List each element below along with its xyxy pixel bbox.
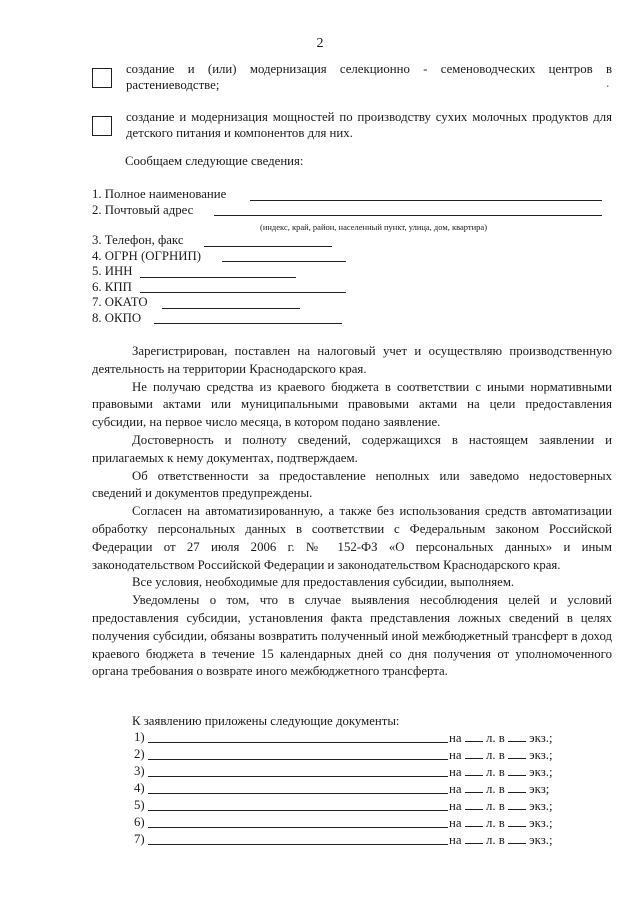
- copies-blank[interactable]: [508, 763, 526, 776]
- field-postal-address[interactable]: [92, 203, 612, 219]
- intro-text: Сообщаем следующие сведения:: [125, 154, 304, 168]
- field-label: 6. КПП: [92, 279, 132, 294]
- field-okato[interactable]: [92, 295, 612, 311]
- attachment-row[interactable]: [92, 763, 612, 780]
- copies-label: экз.;: [529, 731, 553, 745]
- checkbox-label: создание и модернизация мощностей по производству сухих молочных продуктов для детского питания и компонентов для них.: [126, 110, 612, 140]
- copies-blank[interactable]: [508, 780, 526, 793]
- pages-blank[interactable]: [465, 831, 483, 844]
- paragraph: Уведомлены о том, что в случае выявления несоблюдения целей и условий предоставления субсидии, установления факта представления ложных сведений в целях получения субсидии, обязаны возвратить полученный иной межбюджетный трансферт в доход краевого бюджета в течение 15 календарных дней со дня получения от уполномоченного органа требования о возврате иного межбюджетного трансферта.: [92, 593, 612, 679]
- page-number: 2: [316, 36, 324, 51]
- attachment-number: 3): [134, 764, 145, 778]
- copies-label: экз;: [529, 782, 550, 796]
- attachment-number: 2): [134, 747, 145, 761]
- attachment-name-line[interactable]: [148, 776, 448, 777]
- input-line[interactable]: [154, 323, 342, 324]
- attachment-row[interactable]: [92, 797, 612, 814]
- margin-dot: ·: [605, 80, 610, 95]
- input-line[interactable]: [162, 308, 300, 309]
- pages-blank[interactable]: [465, 763, 483, 776]
- copies-blank[interactable]: [508, 831, 526, 844]
- pages-label: л. в: [485, 731, 505, 745]
- input-line[interactable]: [222, 261, 346, 262]
- attachment-name-line[interactable]: [148, 759, 448, 760]
- attachment-name-line[interactable]: [148, 844, 448, 845]
- attachment-row[interactable]: [92, 814, 612, 831]
- paragraph: Не получаю средства из краевого бюджета в соответствии с иными нормативными правовыми актами или муниципальными правовыми актами на цели предоставления субсидии, на первое число месяца, в котором подано заявление.: [92, 379, 612, 430]
- copies-blank[interactable]: [508, 797, 526, 810]
- attachment-name-line[interactable]: [148, 827, 448, 828]
- attachment-row[interactable]: [92, 746, 612, 763]
- paragraph: Об ответственности за предоставление неполных или заведомо недостоверных сведений и документов предупреждены.: [92, 468, 612, 501]
- pages-label: л. в: [485, 816, 505, 830]
- attachment-row[interactable]: [92, 780, 612, 797]
- copies-label: экз.;: [529, 765, 553, 779]
- field-label: 2. Почтовый адрес: [92, 202, 194, 217]
- field-kpp[interactable]: [92, 280, 612, 296]
- paragraph: Все условия, необходимые для предоставления субсидии, выполняем.: [132, 575, 515, 590]
- attachment-number: 6): [134, 815, 145, 829]
- na-label: на: [449, 799, 462, 813]
- field-ogrn[interactable]: [92, 249, 612, 265]
- checkbox-option-selection-centers[interactable]: [92, 62, 612, 96]
- attachments-heading: К заявлению приложены следующие документы:: [132, 714, 400, 728]
- field-okpo[interactable]: [92, 311, 612, 327]
- address-hint: (индекс, край, район, населенный пункт, улица, дом, квартира): [260, 222, 488, 232]
- attachment-list: [92, 729, 612, 848]
- checkbox-option-dry-milk[interactable]: [92, 110, 612, 144]
- copies-blank[interactable]: [508, 729, 526, 742]
- pages-blank[interactable]: [465, 797, 483, 810]
- field-label: 8. ОКПО: [92, 310, 142, 325]
- attachment-row[interactable]: [92, 831, 612, 848]
- pages-label: л. в: [485, 765, 505, 779]
- attachment-row[interactable]: [92, 729, 612, 746]
- checkbox[interactable]: [92, 68, 112, 88]
- copies-blank[interactable]: [508, 746, 526, 759]
- pages-label: л. в: [485, 833, 505, 847]
- copies-label: экз.;: [529, 816, 553, 830]
- pages-label: л. в: [485, 782, 505, 796]
- attachment-number: 4): [134, 781, 145, 795]
- input-line[interactable]: [140, 292, 346, 293]
- field-inn[interactable]: [92, 264, 612, 280]
- pages-label: л. в: [485, 799, 505, 813]
- field-label: 1. Полное наименование: [92, 187, 227, 201]
- checkbox[interactable]: [92, 116, 112, 136]
- paragraph: Достоверность и полноту сведений, содержащихся в настоящем заявлении и прилагаемых к нему документах, подтверждаем.: [92, 432, 612, 465]
- attachment-number: 7): [134, 832, 145, 846]
- na-label: на: [449, 731, 462, 745]
- field-label: 7. ОКАТО: [92, 295, 148, 309]
- pages-blank[interactable]: [465, 729, 483, 742]
- pages-label: л. в: [485, 748, 505, 762]
- copies-label: экз.;: [529, 748, 553, 762]
- input-line[interactable]: [140, 277, 296, 278]
- declaration-text: [92, 343, 612, 681]
- input-line[interactable]: [250, 200, 602, 201]
- field-label: 4. ОГРН (ОГРНИП): [92, 248, 201, 263]
- pages-blank[interactable]: [465, 780, 483, 793]
- input-line[interactable]: [204, 246, 332, 247]
- na-label: на: [449, 816, 462, 830]
- na-label: на: [449, 782, 462, 796]
- pages-blank[interactable]: [465, 814, 483, 827]
- attachments-section: [92, 713, 612, 848]
- info-fields: [92, 187, 612, 326]
- attachment-number: 1): [134, 730, 145, 744]
- na-label: на: [449, 748, 462, 762]
- na-label: на: [449, 765, 462, 779]
- paragraph: Зарегистрирован, поставлен на налоговый учет и осуществляю производственную деятельность на территории Краснодарского края.: [92, 344, 612, 376]
- na-label: на: [449, 833, 462, 847]
- checkbox-label: создание и (или) модернизация селекционно - семеноводческих центров в растениеводстве;: [126, 62, 612, 92]
- copies-label: экз.;: [529, 833, 553, 847]
- field-full-name[interactable]: [92, 187, 612, 203]
- attachment-name-line[interactable]: [148, 810, 448, 811]
- attachment-number: 5): [134, 798, 145, 812]
- attachment-name-line[interactable]: [148, 742, 448, 743]
- pages-blank[interactable]: [465, 746, 483, 759]
- field-label: 3. Телефон, факс: [92, 233, 184, 247]
- input-line[interactable]: [214, 215, 602, 216]
- attachment-name-line[interactable]: [148, 793, 448, 794]
- field-label: 5. ИНН: [92, 264, 133, 278]
- paragraph: Согласен на автоматизированную, а также без использования средств автоматизации обработку персональных данных в соответствии с Федеральным законом Российской Федерации от 27 июля 2006 г. № 152-ФЗ «О персональных данных» и иным законодательством Российской Федерации и законодательством Краснодарского края.: [92, 504, 612, 572]
- copies-blank[interactable]: [508, 814, 526, 827]
- field-phone-fax[interactable]: [92, 233, 612, 249]
- copies-label: экз.;: [529, 799, 553, 813]
